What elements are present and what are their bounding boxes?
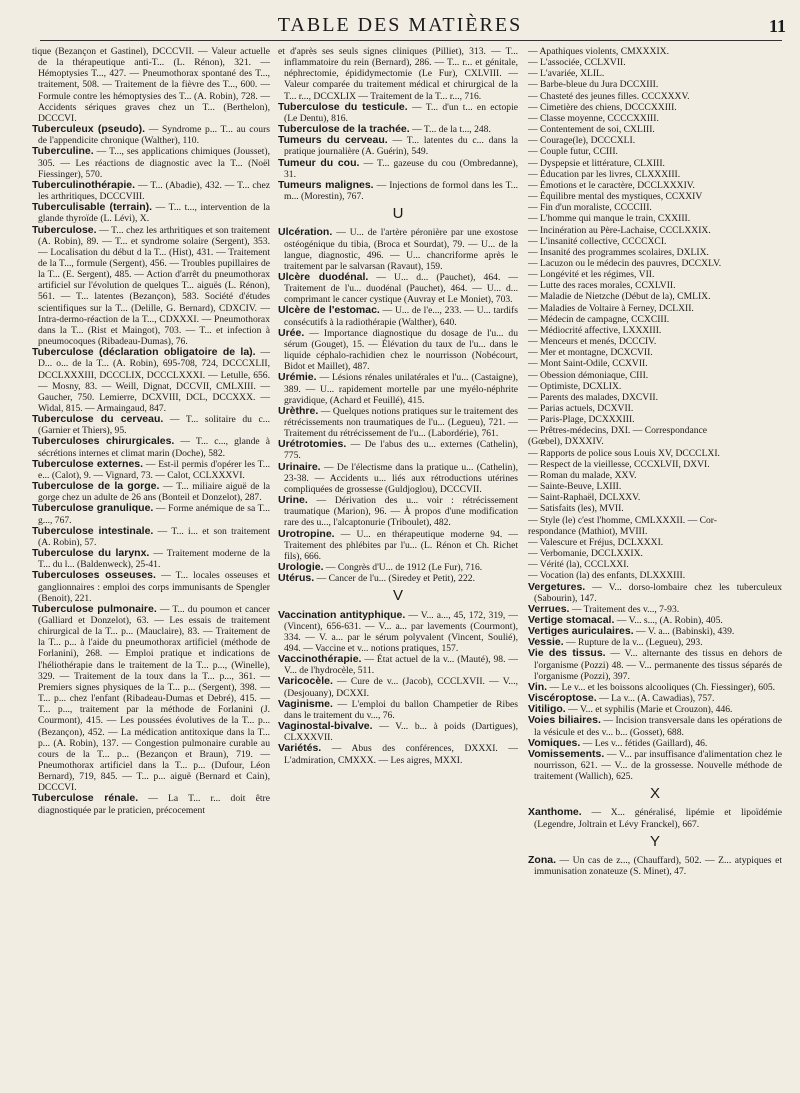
- section-letter: U: [392, 205, 404, 223]
- page-header: [0, 14, 800, 38]
- running-title: TABLE DES MATIÈRES: [277, 14, 523, 36]
- entry-text: — Cancer de l'u... (Siredey et Petit), 222.: [314, 573, 475, 585]
- entry-text: — Congrès d'U... de 1912 (Le Fur), 716.: [323, 562, 483, 574]
- sub-entry: — Équilibre mental des mystiques, CCXXIV: [528, 191, 703, 203]
- sub-entry: — Rapports de police sous Louis XV, DCCCLXI.: [528, 447, 720, 459]
- entry-heading: Tumeurs malignes.: [278, 178, 374, 191]
- index-entry: [278, 135, 518, 157]
- entry-heading: Vertiges auriculaires.: [528, 625, 634, 638]
- sub-entry: — Émotions et le caractère, DCCLXXXIV.: [528, 179, 695, 191]
- entry-heading: Vertige stomacal.: [528, 613, 615, 626]
- entry-text: — Est-il permis d'opérer les T... e... (Calot), 9. — Vignard, 73. — Calot, CCLXXXVI.: [38, 458, 271, 481]
- sub-entry: — Saint-Raphaël, DCLXXV.: [528, 492, 641, 504]
- index-entry: [278, 462, 518, 495]
- entry-text: tique (Bezançon et Gastinel), DCCCVII. — Valeur actuelle de la thérapeutique anti-T... (L. Rénon), 321. — Hémoptysies T..., 427. — Pneumothorax spontané des T..., traitement, 508. — Traitement de la fièvre des T..., 600. — Formule contre les hémoptysies des T... (A. Robin), 728. — Accidents sériques graves chez un T... (Berthelon), DCCCVI.: [32, 46, 270, 124]
- entry-text: — Les v... fétides (Gaillard), 46.: [580, 737, 708, 749]
- entry-heading: Utérus.: [278, 572, 315, 585]
- sub-entry: — Sainte-Beuve, LXIII.: [528, 481, 622, 493]
- entry-heading: Vergetures.: [528, 580, 586, 593]
- index-entry: [528, 648, 782, 681]
- index-entry: [278, 406, 518, 439]
- entry-text: — Dérivation des u... voir : rétrécissement traumatique (Marion), 96. — À propos d'une modification rare des u..., l'alcaptonurie (Triboulet), 482.: [284, 495, 518, 529]
- entry-text: — Traitement des v..., 7-93.: [569, 603, 680, 615]
- entry-text: — V... par insuffisance d'alimentation chez le nourrisson, 621. — V... de la grossesse. Nouvelle méthode de traitement (Wallich), 625.: [534, 748, 782, 783]
- entry-heading: Vaginisme.: [278, 697, 333, 710]
- index-entry: [32, 503, 270, 525]
- sub-entry: — L'insanité collective, CCCCXCI.: [528, 235, 667, 247]
- entry-heading: Ulcère de l'estomac.: [278, 304, 380, 317]
- sub-entry: — Couple futur, CCIII.: [528, 146, 618, 158]
- entry-heading: Urémie.: [278, 371, 317, 384]
- index-entry: [32, 459, 270, 481]
- entry-heading: Urologie.: [278, 561, 324, 574]
- entry-heading: Urinaire.: [278, 460, 321, 473]
- index-entry: [278, 721, 518, 743]
- entry-text: — De l'abus des u... externes (Cathelin), 775.: [284, 439, 518, 462]
- sub-entry: — Style (le) c'est l'homme, CMLXXXII. — Cor-: [528, 514, 717, 526]
- index-entry: [278, 158, 518, 180]
- sub-entry: — Incinération au Père-Lachaise, CCCLXXIX.: [528, 224, 711, 236]
- entry-heading: Tuberculisable (terrain).: [32, 201, 153, 214]
- sub-entry: — Courage(le), DCCCXLI.: [528, 135, 636, 147]
- sub-entry: — Maladies de Voltaire à Ferney, DCLXII.: [528, 302, 694, 314]
- entry-text: — V. a... (Babinski), 439.: [633, 626, 735, 638]
- entry-text: — T... t..., intervention de la glande thyroïde (L. Lévi), X.: [38, 202, 271, 225]
- entry-heading: Urée.: [278, 326, 305, 339]
- entry-text: — Le v... et les boissons alcooliques (Ch. Fiessinger), 605.: [547, 681, 776, 693]
- entry-heading: Tuberculose externes.: [32, 457, 144, 470]
- entry-heading: Vomiques.: [528, 736, 581, 749]
- entry-heading: Urotropine.: [278, 527, 335, 540]
- sub-entry: — Classe moyenne, CCCCXXIII.: [528, 112, 659, 124]
- entry-text: — T..., ses applications chimiques (Jousset), 305. — Les réactions de diagnostic avec la T... (Noël Fiessinger), 570.: [38, 146, 270, 180]
- index-entry: [278, 328, 518, 373]
- entry-heading: Viscéroptose.: [528, 692, 597, 705]
- entry-heading: Tuberculose du cerveau.: [32, 413, 164, 426]
- entry-text: — U... en thérapeutique moderne 94. — Traitement des phlébites par l'u... (L. Rénon et Ch. Richet fils), 666.: [284, 528, 518, 562]
- index-entry: [32, 570, 270, 603]
- sub-entry: — Contentement de soi, CXLIII.: [528, 124, 655, 136]
- entry-text: — Quelques notions pratiques sur le traitement des rétrécissements non traumatiques de l'u... (Legueu), 721. — Traitement du rétrécissement de l'u... (Labordérie), 761.: [284, 405, 518, 440]
- header-rule: [40, 40, 782, 41]
- entry-heading: Vaginostal-bivalve.: [278, 720, 373, 733]
- index-entry: [32, 526, 270, 548]
- entry-text: — T... (Abadie), 432. — T... chez les arthritiques, DCCCVIII.: [38, 179, 270, 203]
- entry-text: — V... a..., 45, 172, 319, — (Vincent), 656-631. — V... a... par lavements (Courmont), 334. — V. a... par le sérum polyvalent (Vincent, Soulié), 494. — Vaccine et v... notions pratiques, 157.: [284, 609, 518, 654]
- entry-heading: Vaccinothérapie.: [278, 653, 362, 666]
- entry-heading: Tumeurs du cerveau.: [278, 134, 388, 147]
- sub-entry: — Valescure et Fréjus, DCLXXXI.: [528, 536, 664, 548]
- index-entry: [278, 46, 518, 102]
- entry-text: — T... chez les arthritiques et son traitement (A. Robin), 89. — T... et syndrome solaire (Sergent), 353. — Localisation du début d la T... (Hist), 431. — Traitement de la T..., formule (Sergent), 456. — Troubles pupillaires de la T... (E. Sergent), 485. — Action d'arrêt du pneumothorax artificiel sur l'évolution de quelques T... aiguës (L. Rénon), 561. — T... latentes (Bezançon), 583. Société d'études scientifiques sur la T... (Delille, G. Bernard), CDXCIV. — Intra-dermo-réaction de la T..., CDXXXI. — Pneumothorax dans la T... (Rist et Maingot), 703. — T... et infection à pneumocoques (Ribadeau-Dumas), 76.: [38, 224, 270, 348]
- entry-text: — V... dorso-lombaire chez les tuberculeux (Sabourin), 147.: [534, 581, 782, 604]
- entry-text: — Lésions rénales unilatérales et l'u... (Castaigne), 389. — U... rapidement mortelle par une myélo-néphrite gravidique, (Achard et Feuillé), 415.: [284, 372, 518, 406]
- entry-heading: Vaccination antityphique.: [278, 608, 406, 621]
- entry-text: — Traitement moderne de la T... du l... (Baldenweck), 25-41.: [38, 548, 271, 571]
- entry-text: — La v... (A. Cawadias), 757.: [596, 693, 715, 705]
- sub-entry: — Fin d'un moraliste, CCCCIII.: [528, 202, 652, 214]
- entry-heading: Varicocèle.: [278, 675, 333, 688]
- sub-entry: — Paris-Plage, DCXXXIII.: [528, 414, 635, 426]
- sub-entry: — Verbomanie, DCCLXXIX.: [528, 548, 643, 560]
- sub-entry: — Longévité et les régimes, VII.: [528, 269, 655, 281]
- sub-entry: — Insanité des programmes scolaires, DXLIX.: [528, 246, 709, 258]
- entry-heading: Variétés.: [278, 742, 322, 755]
- index-entry: [278, 743, 518, 765]
- entry-heading: Ulcère duodénal.: [278, 270, 369, 283]
- index-entry: [32, 793, 270, 815]
- index-entry: [528, 715, 782, 737]
- index-entry: [528, 626, 782, 637]
- index-entry: [32, 124, 270, 146]
- index-entry: [278, 372, 518, 405]
- entry-text: — T... locales osseuses et ganglionnaires : emploi des corps immunisants de Spengler (Benoit), 221.: [38, 570, 270, 604]
- entry-text: — Rupture de la v... (Legueu), 293.: [563, 637, 703, 649]
- entry-heading: Tuberculose pulmonaire.: [32, 602, 157, 615]
- entry-text: — V... b... à poids (Dartigues), CLXXXVII.: [284, 721, 518, 744]
- entry-text: — Abus des conférences, DXXXI. — L'admiration, CMXXX. — Les aigres, MXXI.: [284, 743, 518, 766]
- entry-heading: Tuberculoses osseuses.: [32, 569, 156, 582]
- index-entry: [32, 46, 270, 124]
- sub-entry: — Satisfaits (les), MVII.: [528, 503, 624, 515]
- sub-entry: — L'homme qui manque le train, CXXIII.: [528, 213, 691, 225]
- entry-text: — Un cas de z..., (Chauffard), 502. — Z... atypiques et immunisation zonateuze (S. Minet), 47.: [534, 854, 782, 878]
- index-entry: [32, 548, 270, 570]
- entry-heading: Tuberculose du testicule.: [278, 100, 408, 113]
- index-entry: [32, 436, 270, 458]
- entry-heading: Vessie.: [528, 636, 564, 649]
- index-entry: [278, 573, 518, 584]
- index-entry: [278, 439, 518, 461]
- entry-text: et d'après ses seuls signes cliniques (Pilliet), 313. — T... inflammatoire du rein (Bernard), 286. — T... r... et génitale, néphrectomie, épididymectomie (Le Fur), CXLVIII. — Valeur comparée du traitement médical et chirurgical de la T... r..., DCCXLIX — Traitement de la T... r..., 716.: [278, 46, 518, 102]
- entry-heading: Tuberculose de la gorge.: [32, 480, 160, 493]
- index-entry: [32, 604, 270, 794]
- entry-text: — De l'électisme dans la pratique u... (Cathelin), 23-38. — Accidents u... liés aux rétroductions utérines compliquées de grossesse (Guldjoglou), DCCCVII.: [284, 461, 518, 495]
- column-middle: [278, 46, 518, 766]
- sub-entry: respondance (Mathiot), MVIII.: [528, 525, 648, 537]
- sub-entry: — Maladie de Nietzche (Début de la), CMLIX.: [528, 291, 711, 303]
- sub-entry: — Parias actuels, DCXVII.: [528, 403, 634, 414]
- sub-entry: — Vocation (la) des enfants, DLXXXIII.: [528, 570, 686, 582]
- entry-heading: Vomissements.: [528, 747, 605, 760]
- sub-entry: (Gœbel), DXXXIV.: [528, 436, 604, 448]
- entry-heading: Tuberculose intestinale.: [32, 524, 154, 537]
- sub-entry: — Optimiste, DCXLIX.: [528, 380, 622, 392]
- entry-heading: Tuberculose rénale.: [32, 792, 139, 805]
- entry-heading: Tuberculeux (pseudo).: [32, 123, 146, 136]
- entry-heading: Voies biliaires.: [528, 714, 601, 727]
- entry-text: — La T... r... doit être diagnostiquée par le praticien, précocement: [38, 793, 270, 816]
- entry-heading: Tumeur du cou.: [278, 156, 360, 169]
- sub-entry: — Menceurs et menés, DCCCIV.: [528, 336, 657, 348]
- entry-heading: Vie des tissus.: [528, 647, 606, 660]
- entry-text: — V... s..., (A. Robin), 405.: [614, 614, 723, 626]
- index-entry: [278, 305, 518, 327]
- index-entry: [528, 693, 782, 704]
- index-entry: [32, 414, 270, 436]
- entry-heading: Vin.: [528, 680, 548, 693]
- index-entry: [32, 180, 270, 202]
- entry-heading: Tuberculoses chirurgicales.: [32, 435, 175, 448]
- entry-text: — T... i... et son traitement (A. Robin), 57.: [38, 525, 271, 548]
- sub-entry: — Dyspepsie et littérature, CLXIII.: [528, 157, 665, 169]
- entry-text: — X... généralisé, lipémie et lipoïdémie (Legendre, Joltrain et Lévy Franckel), 667.: [534, 807, 782, 830]
- entry-heading: Urine.: [278, 494, 308, 507]
- index-entry: [278, 102, 518, 124]
- index-entry: [32, 347, 270, 414]
- entry-text: — T... solitaire du c... (Garnier et Thiers), 95.: [38, 414, 270, 437]
- entry-heading: Urèthre.: [278, 404, 319, 417]
- sub-entry: — L'avariée, XLIL.: [528, 68, 605, 80]
- index-entry: [278, 180, 518, 202]
- index-entry: [278, 495, 518, 528]
- entry-text: — V... et syphilis (Marie et Crouzon), 446.: [565, 704, 733, 716]
- entry-text: — Cure de v... (Jacob), CCCLXVII. — V..., (Desjouany), DCXXI.: [284, 676, 518, 699]
- sub-entry: — Respect de la vieillesse, CCCXLVII, DXVI.: [528, 458, 710, 470]
- entry-text: — D... o... de la T... (A. Robin), 695-708, 724, DCCCXLII, DCCLXXXIII, DCCCLIX, DCCCLXXXI. — Letulle, 656. — Mosny, 83. — Weill, Dignat, DCCVII, CMLXIII. — Gaucher, 750. Lemierre, DCXVIII, DCL, DCCXXX. — Widal, 815. — Armaingaud, 847.: [38, 347, 270, 414]
- entry-text: — T... gazeuse du cou (Ombredanne), 31.: [284, 157, 518, 180]
- sub-entry: — Chasteté des jeunes filles. CCCXXXV.: [528, 90, 690, 102]
- sub-entry: — Vérité (la), CCCLXXI.: [528, 559, 629, 571]
- sub-entry: — Éducation par les livres, CLXXXIII.: [528, 168, 681, 180]
- entry-heading: Tuberculose de la trachée.: [278, 123, 410, 136]
- sub-entry: — L'associée, CCLXVII.: [528, 57, 626, 69]
- sub-entry: — Parents des malades, DXCVII.: [528, 391, 659, 403]
- entry-heading: Tuberculose granulique.: [32, 502, 154, 515]
- entry-text: — État actuel de la v... (Mauté), 98. — V... de l'hydrocèle, 511.: [284, 654, 518, 677]
- entry-heading: Zona.: [528, 853, 556, 866]
- index-entry: [32, 481, 270, 503]
- column-right: [528, 46, 782, 877]
- entry-text: — L'emploi du ballon Champetier de Ribes dans le traitement du v..., 76.: [284, 698, 518, 721]
- entry-heading: Tuberculose du larynx.: [32, 547, 150, 560]
- sub-entry: — Roman du malade, XXV.: [528, 469, 637, 481]
- section-letter: V: [392, 587, 403, 605]
- entry-text: — Incision transversale dans les opérations de la vésicule et des v... b... (Gosset), 688.: [534, 715, 782, 738]
- entry-text: — Forme anémique de sa T... g..., 767.: [38, 503, 270, 526]
- sub-entry: — Obession démoniaque, CIII.: [528, 369, 649, 381]
- entry-heading: Tuberculose.: [32, 223, 97, 236]
- column-left: [32, 46, 270, 816]
- index-entry: [278, 676, 518, 698]
- entry-text: — Injections de formol dans les T... m... (Morestin), 767.: [284, 179, 518, 203]
- entry-text: — T... c..., glande à sécrétions internes et climat marin (Doche), 582.: [38, 436, 270, 459]
- sub-entry: — Apathiques violents, CMXXXIX.: [528, 46, 669, 57]
- entry-heading: Verrues.: [528, 602, 570, 615]
- index-entry: [32, 146, 270, 179]
- entry-text: — T... miliaire aiguë de la gorge chez un adulte de 26 ans (Bonteil et Donzelot), 287.: [38, 481, 270, 504]
- sub-entry: — Médiocrité affective, LXXXIII.: [528, 324, 662, 336]
- entry-heading: Tuberculose (déclaration obligatoire de la).: [32, 346, 256, 359]
- index-entry: [32, 202, 270, 224]
- index-entry: [32, 225, 270, 348]
- entry-text: — T... d'un t... en ectopie (Le Dentu), 816.: [284, 101, 518, 124]
- index-entry: [278, 654, 518, 676]
- sub-entry: — Médecin de campagne, CCXCIII.: [528, 313, 670, 325]
- sub-entry: — Barbe-bleue du Jura DCCXIII.: [528, 79, 659, 91]
- entry-text: — U... d... (Pauchet), 464. — Traitement de l'u... duodénal (Pauchet), 464. — U... d... comprimant le cancer cystique (Auvray et Le Moniet), 703.: [284, 271, 519, 306]
- sub-entry: — Mer et montagne, DCXCVII.: [528, 347, 653, 359]
- sub-entry: — Lacuzon ou le médecin des pauvres, DCCXLV.: [528, 257, 722, 269]
- index-entry: [528, 807, 782, 829]
- entry-text: — U... de l'artère péronière par une exostose ostéogénique du tibia, (Broca et Sourdat), 79. — U... de la langue, diagnostic, 496. — U... chancriforme après le traitement par le salvarsan (Ravaut), 159.: [284, 227, 518, 272]
- entry-text: — V... alternante des tissus en dehors de l'organisme (Pozzi) 48. — V... permanente des tissus séparés de l'organisme (Pozzi), 397.: [534, 648, 782, 682]
- entry-text: — Syndrome p... T... au cours de l'appendicite chronique (Walther), 110.: [38, 124, 270, 147]
- entry-heading: Xanthome.: [528, 806, 582, 819]
- sub-entry: — Lutte des races morales, CCXLVII.: [528, 280, 676, 292]
- sub-entry: — Mont Saint-Odile, CCXVII.: [528, 358, 648, 370]
- entry-heading: Ulcération.: [278, 226, 333, 239]
- sub-entry: — Prêtres-médecins, DXI. — Correspondance: [528, 425, 708, 437]
- page-number: 11: [768, 16, 786, 36]
- entry-text: — Importance diagnostique du dosage de l'u... du sérum (Gouget), 15. — Élévation du taux de l'u... dans le liquide céphalo-rachidien chez le nourrisson (Nobécourt, Bidot et Maillet), 487.: [284, 327, 518, 373]
- section-letter: X: [649, 785, 660, 803]
- index-entry: [528, 855, 782, 877]
- entry-heading: Vitiligo.: [528, 703, 566, 716]
- index-entry: [278, 610, 518, 655]
- sub-entry: — Cimetière des chiens, DCCCXXIII.: [528, 101, 677, 113]
- entry-text: — U... de l'e..., 233. — U... tardifs consécutifs à la radiothérapie (Walther), 640.: [284, 305, 518, 328]
- entry-text: — T... de la t..., 248.: [409, 124, 491, 136]
- index-entry: [278, 227, 518, 272]
- index-entry: [278, 529, 518, 562]
- index-entry: [528, 582, 782, 604]
- index-entry: [278, 272, 518, 305]
- entry-heading: Tuberculinothérapie.: [32, 178, 136, 191]
- entry-heading: Urétrotomies.: [278, 438, 347, 451]
- index-entry: [278, 699, 518, 721]
- entry-text: — T... du poumon et cancer (Galliard et Donzelot), 63. — Les essais de traitement chirurgical de la T... p... (Mauclaire), 83. — Traitement de la T... p... à l'aide du pneumothorax artificiel (méthode de Forlanini), 268. — Emploi pratique et indications de l'héliothérapie dans le traitement de la T... p..., (Winelle), 329. — Traitement de la toux dans la T... p..., 361. — Premiers signes physiques de la T... p... (Sergent), 398. — T... p... chez l'enfant (Ribadeau-Dumas et Debré), 415. — T... p..., traitement par la méthode de Forlanini (J. Courmont), 415. — Les poussées évolutives de la T... p... (Bezançon), 452. — La médication antitoxique dans la T... p... (A. Robin), 137. — Congestion pulmonaire curable au cours de la T... p... (Bezançon et Braun), 719. — Pneumothorax artificiel dans la T... p... (Dufour, Léon Bernard), 719, 845. — T... p... aiguë (Bernard et Cain), DCCCVI.: [38, 603, 270, 794]
- section-letter: Y: [649, 832, 660, 850]
- index-entry: [528, 749, 782, 782]
- entry-text: — T... latentes du c... dans la pratique journalière (A. Guérin), 549.: [284, 135, 518, 158]
- entry-heading: Tuberculine.: [32, 145, 94, 158]
